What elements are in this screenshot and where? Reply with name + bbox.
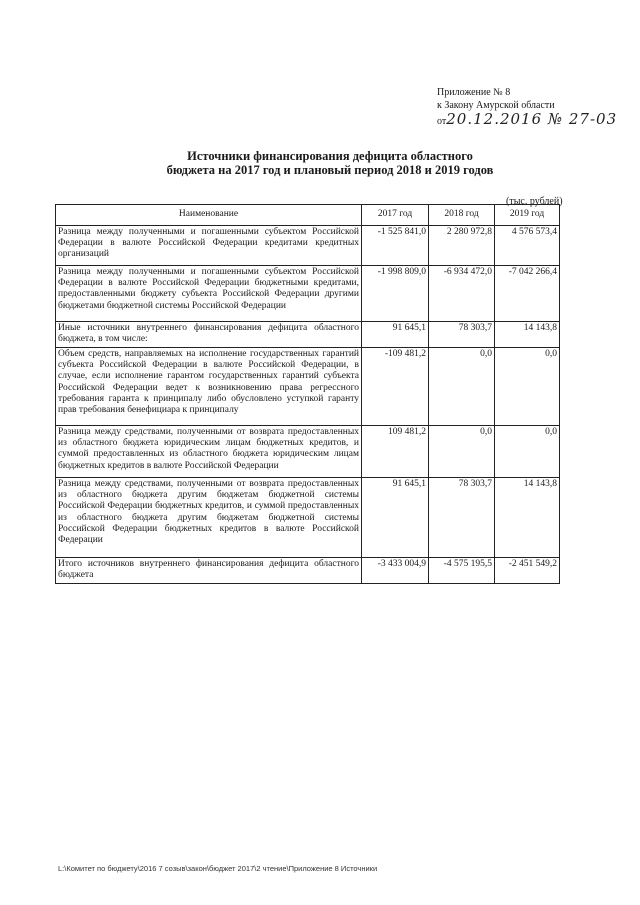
- appendix-number: Приложение № 8: [437, 87, 511, 98]
- value-2019: -7 042 266,4: [495, 266, 560, 322]
- value-2018: 2 280 972,8: [429, 226, 495, 266]
- handwritten-date-number: [437, 110, 617, 128]
- table-row: [56, 478, 560, 558]
- row-name: Разница между средствами, полученными от возврата предоставленных из областного бюджета юридическим лицам бюджетных кредитов, и суммой предоставленных из областного бюджета юридическим лицам бюджетных кредитов в валюте Российской Федерации: [56, 426, 362, 478]
- value-2018: 78 303,7: [429, 478, 495, 558]
- value-2017: -109 481,2: [362, 348, 429, 426]
- table-row: [56, 426, 560, 478]
- appendix-header: [437, 86, 627, 112]
- value-2019: 0,0: [495, 426, 560, 478]
- value-2017: -1 525 841,0: [362, 226, 429, 266]
- value-2018: 0,0: [429, 348, 495, 426]
- row-name: Объем средств, направляемых на исполнение государственных гарантий субъекта Российской Федерации в валюте Российской Федерации, в случае, если исполнение гарантом государственных гарантий субъекта Российской Федерации ведет к возникновению права регрессного требования гаранта к принципалу либо обусловлено уступкой гаранту прав требования бенефициара к принципалу: [56, 348, 362, 426]
- value-2018: 0,0: [429, 426, 495, 478]
- row-name: Разница между полученными и погашенными субъектом Российской Федерации в валюте Российской Федерации кредитами кредитных организаций: [56, 226, 362, 266]
- appendix-date-prefix: от: [437, 116, 447, 127]
- value-2019: 4 576 573,4: [495, 226, 560, 266]
- title-line-1: Источники финансирования дефицита областного: [187, 149, 473, 163]
- handwritten-signature-text: 20.12.2016 № 27-03: [446, 110, 618, 128]
- table-row: [56, 226, 560, 266]
- value-2017: 109 481,2: [362, 426, 429, 478]
- value-2018: -6 934 472,0: [429, 266, 495, 322]
- units-label: (тыс. рублей): [506, 196, 563, 207]
- header-2019: 2019 год: [495, 205, 560, 226]
- appendix-law: к Закону Амурской области: [437, 100, 555, 111]
- value-2017: -3 433 004,9: [362, 558, 429, 584]
- value-2017: 91 645,1: [362, 322, 429, 348]
- header-name: Наименование: [56, 205, 362, 226]
- title-line-2: бюджета на 2017 год и плановый период 2018 и 2019 годов: [166, 163, 494, 177]
- header-2017: 2017 год: [362, 205, 429, 226]
- value-2019: -2 451 549,2: [495, 558, 560, 584]
- value-2018: 78 303,7: [429, 322, 495, 348]
- file-path-footer: L:\Комитет по бюджету\2016 7 созыв\закон\бюджет 2017\2 чтение\Приложение 8 Источники: [58, 864, 378, 873]
- row-name: Разница между полученными и погашенными субъектом Российской Федерации в валюте Российской Федерации бюджетными кредитами, предоставленными бюджету субъекта Российской Федерации другими бюджетами бюджетной системы Российской Федерации: [56, 266, 362, 322]
- value-2018: -4 575 195,5: [429, 558, 495, 584]
- row-name: Итого источников внутреннего финансирования дефицита областного бюджета: [56, 558, 362, 584]
- table-header-row: [56, 205, 560, 226]
- table-row: [56, 266, 560, 322]
- row-name: Разница между средствами, полученными от возврата предоставленных из областного бюджета другим бюджетам бюджетной системы Российской Федерации бюджетных кредитов, и суммой предоставленных из областного бюджета другим бюджетам бюджетной системы Российской Федерации бюджетных кредитов в валюте Российской Федерации: [56, 478, 362, 558]
- budget-sources-table: [55, 204, 560, 584]
- value-2019: 14 143,8: [495, 478, 560, 558]
- value-2019: 0,0: [495, 348, 560, 426]
- value-2017: -1 998 809,0: [362, 266, 429, 322]
- header-2018: 2018 год: [429, 205, 495, 226]
- value-2017: 91 645,1: [362, 478, 429, 558]
- row-name: Иные источники внутреннего финансирования дефицита областного бюджета, в том числе:: [56, 322, 362, 348]
- table-row: [56, 322, 560, 348]
- table-row: [56, 348, 560, 426]
- document-title: [120, 149, 540, 177]
- value-2019: 14 143,8: [495, 322, 560, 348]
- table-row-total: [56, 558, 560, 584]
